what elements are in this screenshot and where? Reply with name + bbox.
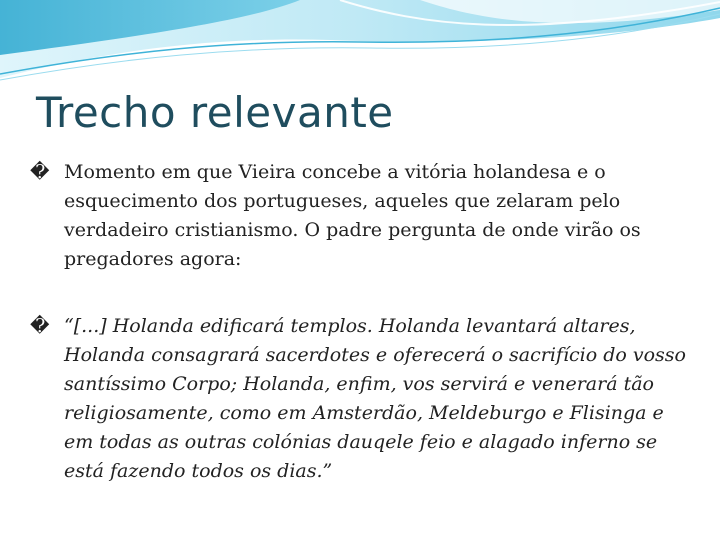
bullet-text: Momento em que Vieira concebe a vitória holandesa e o esquecimento dos portugueses, aqueles que zelaram pelo verdadeiro cristianismo. O padre pergunta de onde virão os pregadores agora: bbox=[64, 161, 641, 270]
bullet-item-quote bbox=[30, 312, 690, 486]
bullet-item bbox=[30, 158, 690, 274]
decorative-wave-header bbox=[0, 0, 720, 100]
bullet-marker-icon: � bbox=[30, 161, 50, 183]
slide-title: Trecho relevante bbox=[36, 88, 394, 137]
bullet-quote-text: “[...] Holanda edificará templos. Holanda levantará altares, Holanda consagrará sacerdotes e oferecerá o sacrifício do vosso santíssimo Corpo; Holanda, enfim, vos servirá e venerará tão religiosamente, como em Amsterdão, Meldeburgo e Flisinga e em todas as outras colónias dauqele feio e alagado inferno se está fazendo todos os dias.” bbox=[64, 315, 686, 482]
bullet-marker-icon: � bbox=[30, 315, 50, 337]
